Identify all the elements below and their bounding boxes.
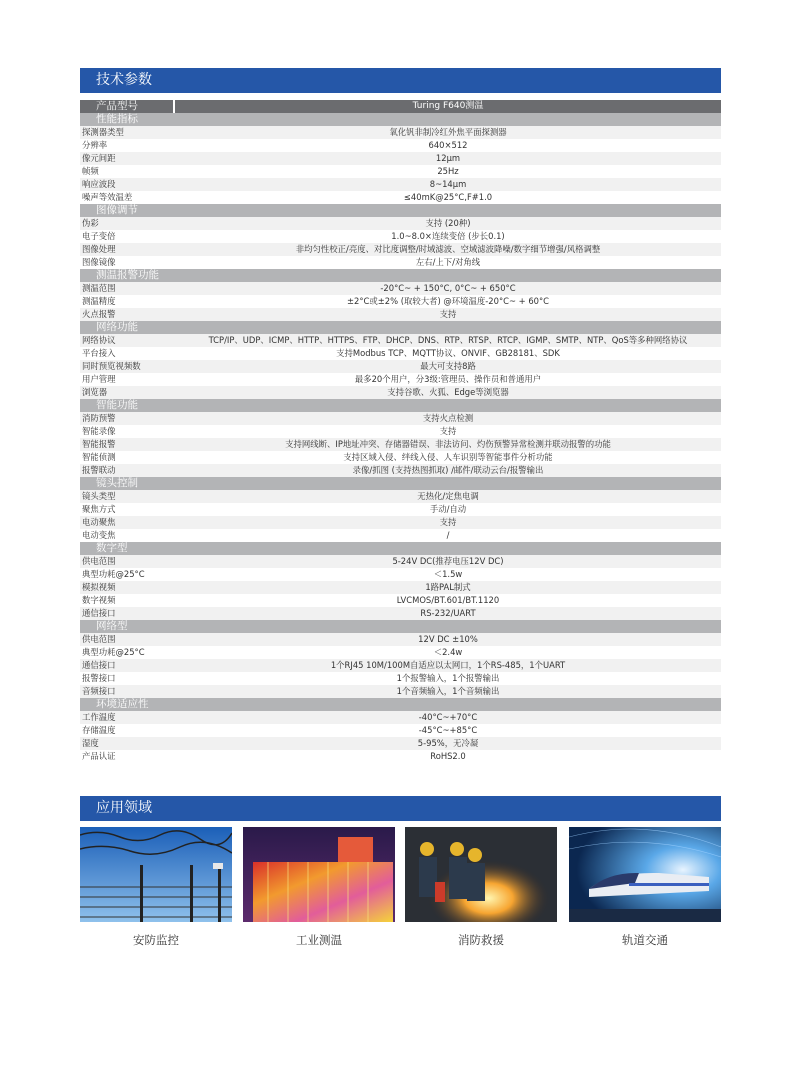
spec-row <box>80 516 721 529</box>
spec-row <box>80 464 721 477</box>
spec-label: 火点报警 <box>82 309 116 319</box>
spec-value: 非均匀性校正/亮度、对比度调整/时域滤波、空域滤波降噪/数字细节增强/风格调整 <box>295 244 601 254</box>
spec-value: 1个RJ45 10M/100M自适应以太网口，1个RS-485，1个UART <box>330 660 566 670</box>
spec-label: 伪彩 <box>82 218 99 228</box>
spec-value: 12μm <box>435 153 461 163</box>
spec-header-value: Turing F640测温 <box>412 101 484 111</box>
spec-value: -40°C~+70°C <box>418 712 478 722</box>
spec-label: 供电范围 <box>82 634 116 644</box>
spec-row <box>80 646 721 659</box>
spec-label: 图像镜像 <box>82 257 116 267</box>
spec-label: 报警联动 <box>82 465 116 475</box>
spec-value: 支持 (20种) <box>425 218 471 228</box>
spec-row <box>80 308 721 321</box>
spec-label: 分辨率 <box>82 140 108 150</box>
spec-value: -45°C~+85°C <box>418 725 478 735</box>
app-card-rail <box>569 827 721 948</box>
spec-label: 报警接口 <box>82 673 116 683</box>
app-card-firefighting <box>405 827 557 948</box>
spec-row <box>80 425 721 438</box>
spec-value: 支持谷歌、火狐、Edge等浏览器 <box>387 387 509 397</box>
app-label-industrial: 工业测温 <box>296 933 342 947</box>
thermal-industrial-image <box>243 827 395 922</box>
spec-row <box>80 724 721 737</box>
spec-value: 支持 <box>439 309 457 319</box>
spec-label: 平台接入 <box>82 348 116 358</box>
spec-value: 640×512 <box>428 140 468 150</box>
spec-row <box>80 334 721 347</box>
spec-label: 电动聚焦 <box>82 517 116 527</box>
spec-value: 1个报警输入，1个报警输出 <box>396 673 500 683</box>
spec-label: 湿度 <box>82 738 99 748</box>
spec-row <box>80 165 721 178</box>
spec-value: 支持 <box>439 517 457 527</box>
spec-label: 聚焦方式 <box>82 504 116 514</box>
spec-section-row <box>80 113 721 126</box>
spec-row <box>80 659 721 672</box>
spec-row <box>80 152 721 165</box>
spec-section-title: 智能功能 <box>96 399 138 411</box>
spec-value: 支持Modbus TCP、MQTT协议、ONVIF、GB28181、SDK <box>336 348 560 358</box>
spec-section-row <box>80 620 721 633</box>
spec-label: 网络协议 <box>82 335 116 345</box>
spec-label: 典型功耗@25°C <box>82 569 145 579</box>
spec-row <box>80 243 721 256</box>
spec-section-row <box>80 542 721 555</box>
spec-header-label: 产品型号 <box>80 100 175 113</box>
spec-value: 1.0~8.0×连续变倍 (步长0.1) <box>391 231 505 241</box>
spec-value: ＜2.4w <box>433 647 463 657</box>
spec-row <box>80 503 721 516</box>
spec-value: 5-24V DC(推荐电压12V DC) <box>392 556 504 566</box>
spec-label: 数字视频 <box>82 595 116 605</box>
spec-value: ≤40mK@25°C,F#1.0 <box>403 192 493 202</box>
spec-value: 录像/抓图 (支持热图抓取) /邮件/联动云台/报警输出 <box>352 465 544 475</box>
spec-row <box>80 607 721 620</box>
spec-value: RS-232/UART <box>420 608 476 618</box>
spec-value: 最多20个用户，分3级:管理员、操作员和普通用户 <box>354 374 542 384</box>
spec-value: 无热化/定焦电调 <box>417 491 479 501</box>
tech-specs-banner <box>80 68 721 93</box>
spec-section-title: 数字型 <box>96 542 128 554</box>
firefighters-image <box>405 827 557 922</box>
spec-section-title: 镜头控制 <box>96 477 138 489</box>
spec-row <box>80 438 721 451</box>
app-label-rail: 轨道交通 <box>622 933 668 947</box>
spec-row <box>80 490 721 503</box>
security-fence-image <box>80 827 232 922</box>
spec-value: ＜1.5w <box>433 569 463 579</box>
spec-row <box>80 295 721 308</box>
spec-value: 手动/自动 <box>429 504 467 514</box>
spec-label: 模拟视频 <box>82 582 116 592</box>
spec-value: 左右/上下/对角线 <box>415 257 481 267</box>
spec-section-title: 网络功能 <box>96 321 138 333</box>
spec-row <box>80 191 721 204</box>
spec-row <box>80 451 721 464</box>
bullet-train-image <box>569 827 721 922</box>
app-label-security: 安防监控 <box>133 933 179 947</box>
spec-header-row <box>80 100 721 113</box>
spec-label: 测温精度 <box>82 296 116 306</box>
spec-row <box>80 412 721 425</box>
spec-row <box>80 594 721 607</box>
spec-row <box>80 685 721 698</box>
spec-section-row <box>80 269 721 282</box>
spec-row <box>80 373 721 386</box>
spec-row <box>80 282 721 295</box>
spec-value: 氧化钒非制冷红外焦平面探测器 <box>389 127 507 137</box>
spec-label: 用户管理 <box>82 374 116 384</box>
spec-section-row <box>80 399 721 412</box>
spec-row <box>80 711 721 724</box>
spec-row <box>80 230 721 243</box>
spec-value: 12V DC ±10% <box>418 634 478 644</box>
spec-section-title: 测温报警功能 <box>96 269 159 281</box>
spec-section-row <box>80 321 721 334</box>
spec-label: 音频接口 <box>82 686 116 696</box>
spec-label: 探测器类型 <box>82 127 124 137</box>
spec-row <box>80 178 721 191</box>
application-gallery <box>80 827 721 952</box>
spec-section-title: 图像调节 <box>96 204 138 216</box>
spec-row <box>80 139 721 152</box>
spec-value: -20°C~ + 150°C, 0°C~ + 650°C <box>380 283 516 293</box>
spec-value: LVCMOS/BT.601/BT.1120 <box>396 595 500 605</box>
app-card-industrial <box>243 827 395 948</box>
spec-section-row <box>80 204 721 217</box>
spec-label: 工作温度 <box>82 712 116 722</box>
spec-label: 智能侦测 <box>82 452 116 462</box>
spec-section-row <box>80 477 721 490</box>
app-label-firefighting: 消防救援 <box>458 933 504 947</box>
spec-value: 支持 <box>439 426 457 436</box>
spec-row <box>80 386 721 399</box>
spec-label: 帧频 <box>82 166 99 176</box>
spec-row <box>80 529 721 542</box>
spec-value: 1个音频输入，1个音频输出 <box>396 686 500 696</box>
spec-label: 浏览器 <box>82 387 108 397</box>
spec-section-row <box>80 698 721 711</box>
spec-label: 同时预览视频数 <box>82 361 141 371</box>
spec-label: 智能录像 <box>82 426 116 436</box>
spec-label: 产品认证 <box>82 751 116 761</box>
spec-label: 镜头类型 <box>82 491 116 501</box>
spec-row <box>80 737 721 750</box>
spec-row <box>80 568 721 581</box>
spec-value: / <box>446 530 450 540</box>
spec-section-title: 环境适应性 <box>96 698 149 710</box>
spec-value: 支持火点检测 <box>422 413 474 423</box>
spec-row <box>80 256 721 269</box>
spec-label: 电动变焦 <box>82 530 116 540</box>
spec-value: 支持网线断、IP地址冲突、存储器错误、非法访问、灼伤预警异常检测并联动报警的功能 <box>285 439 611 449</box>
spec-value: 25Hz <box>437 166 459 176</box>
spec-label: 智能报警 <box>82 439 116 449</box>
spec-value: 最大可支持8路 <box>420 361 476 371</box>
spec-label: 供电范围 <box>82 556 116 566</box>
spec-table <box>80 100 721 763</box>
tech-specs-title: 技术参数 <box>96 72 152 88</box>
applications-title: 应用领域 <box>96 800 152 816</box>
spec-row <box>80 633 721 646</box>
spec-label: 电子变倍 <box>82 231 116 241</box>
spec-value: ±2°C或±2% (取较大者) @环境温度-20°C~ + 60°C <box>346 296 550 306</box>
spec-label: 存储温度 <box>82 725 116 735</box>
spec-label: 通信接口 <box>82 660 116 670</box>
spec-value: 5-95%，无冷凝 <box>417 738 479 748</box>
spec-row <box>80 750 721 763</box>
spec-label: 典型功耗@25°C <box>82 647 145 657</box>
spec-label: 消防预警 <box>82 413 116 423</box>
spec-row <box>80 217 721 230</box>
spec-section-title: 性能指标 <box>96 113 138 125</box>
spec-value: RoHS2.0 <box>430 751 466 761</box>
spec-label: 响应波段 <box>82 179 116 189</box>
spec-row <box>80 360 721 373</box>
spec-row <box>80 126 721 139</box>
spec-label: 测温范围 <box>82 283 116 293</box>
spec-value: 1路PAL制式 <box>425 582 471 592</box>
spec-label: 像元间距 <box>82 153 116 163</box>
spec-label: 噪声等效温差 <box>82 192 133 202</box>
spec-label: 图像处理 <box>82 244 116 254</box>
spec-label: 通信接口 <box>82 608 116 618</box>
spec-row <box>80 581 721 594</box>
spec-value: 支持区域入侵、绊线入侵、人车识别等智能事件分析功能 <box>343 452 553 462</box>
app-card-security <box>80 827 232 948</box>
spec-row <box>80 555 721 568</box>
spec-row <box>80 347 721 360</box>
applications-banner <box>80 796 721 821</box>
spec-section-title: 网络型 <box>96 620 128 632</box>
spec-value: TCP/IP、UDP、ICMP、HTTP、HTTPS、FTP、DHCP、DNS、RTP、RTSP、RTCP、IGMP、SMTP、NTP、QoS等多种网络协议 <box>208 335 688 345</box>
spec-row <box>80 672 721 685</box>
spec-value: 8~14μm <box>429 179 467 189</box>
